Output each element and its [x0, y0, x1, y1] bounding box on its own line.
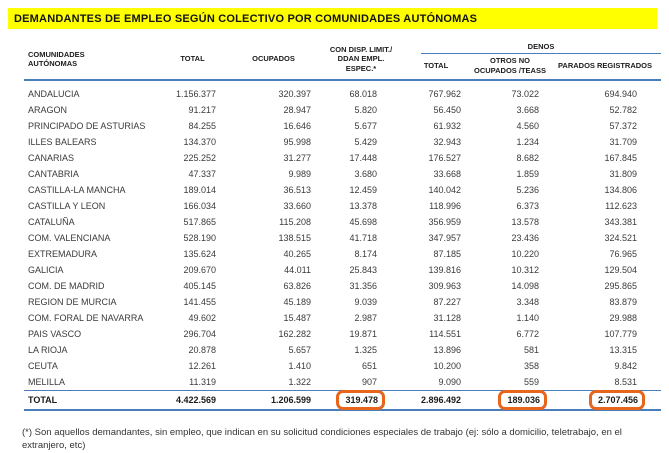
col-header-con-disp: CON DISP. LIMIT./ DDAN EMPL. ESPEC.*: [321, 41, 401, 80]
value-cell: 29.988: [609, 313, 638, 324]
value-cell: 517.865: [183, 217, 216, 228]
value-cell: 358: [523, 361, 539, 372]
value-cell: 49.602: [188, 313, 216, 324]
value-cell: 19.871: [349, 329, 377, 340]
value-cell: 17.448: [349, 153, 377, 164]
value-cell: 31.128: [433, 313, 461, 324]
value-cell: 4.560: [516, 121, 539, 132]
value-cell: 1.234: [516, 137, 539, 148]
value-cell: 10.200: [433, 361, 461, 372]
value-cell: 14.098: [511, 281, 539, 292]
value-cell: 87.227: [433, 297, 461, 308]
value-cell: 40.265: [283, 249, 311, 260]
value-cell: 68.018: [349, 89, 377, 100]
value-cell: 61.932: [433, 121, 461, 132]
value-cell: 33.660: [283, 201, 311, 212]
value-cell: 9.842: [614, 361, 638, 372]
value-cell: 5.657: [288, 345, 311, 356]
table-row: [24, 262, 661, 278]
region-cell: CANARIAS: [28, 153, 75, 164]
value-cell: 651: [361, 361, 377, 372]
value-cell: 45.698: [349, 217, 377, 228]
table-row: [24, 102, 661, 118]
region-cell: LA RIOJA: [28, 345, 68, 356]
region-cell: EXTREMADURA: [28, 249, 98, 260]
col-header-parados-registrados: PARADOS REGISTRADOS: [549, 54, 661, 80]
table-row: [24, 246, 661, 262]
value-cell: 23.436: [511, 233, 539, 244]
value-cell: 5.820: [354, 105, 377, 116]
value-cell: 6.373: [516, 201, 539, 212]
value-cell: 1.410: [288, 361, 311, 372]
table-row: [24, 166, 661, 182]
total-value-cell: 2.896.492: [401, 391, 471, 411]
col-header-otros-no-ocupados: OTROS NO OCUPADOS /TEASS: [471, 54, 549, 80]
value-cell: 57.372: [609, 121, 638, 132]
value-cell: 1.322: [288, 377, 311, 388]
region-cell: GALICIA: [28, 265, 64, 276]
value-cell: 134.806: [604, 185, 638, 196]
value-cell: 112.623: [605, 201, 638, 212]
table-row: [24, 182, 661, 198]
total-value-cell: [321, 391, 401, 411]
table-header: [24, 41, 661, 80]
value-cell: 63.826: [283, 281, 311, 292]
value-cell: 767.962: [428, 89, 461, 100]
region-cell: COM. FORAL DE NAVARRA: [28, 313, 144, 324]
value-cell: 295.865: [604, 281, 638, 292]
value-cell: 3.680: [354, 169, 377, 180]
value-cell: 3.668: [516, 105, 539, 116]
value-cell: 5.677: [354, 121, 377, 132]
value-cell: 8.531: [614, 377, 638, 388]
value-cell: 13.578: [511, 217, 539, 228]
value-cell: 32.943: [433, 137, 461, 148]
value-cell: 52.782: [609, 105, 638, 116]
table-row: [24, 342, 661, 358]
value-cell: 31.356: [349, 281, 377, 292]
table-row: [24, 326, 661, 342]
value-cell: 73.022: [511, 89, 539, 100]
value-cell: 405.145: [183, 281, 216, 292]
value-cell: 10.220: [511, 249, 539, 260]
region-cell: CEUTA: [28, 361, 58, 372]
region-cell: ANDALUCIA: [28, 89, 80, 100]
col-group-denos: DENOS: [401, 41, 661, 54]
value-cell: 167.845: [604, 153, 638, 164]
table-row: [24, 230, 661, 246]
region-cell: ILLES BALEARS: [28, 137, 97, 148]
value-cell: 8.682: [516, 153, 539, 164]
value-cell: 209.670: [183, 265, 216, 276]
region-cell: CASTILLA Y LEON: [28, 201, 106, 212]
highlight-box: 2.707.456: [589, 390, 645, 410]
value-cell: 107.779: [604, 329, 638, 340]
value-cell: 166.034: [183, 201, 216, 212]
value-cell: 1.859: [516, 169, 539, 180]
value-cell: 5.236: [516, 185, 539, 196]
total-value-cell: [549, 391, 661, 411]
table-row: [24, 118, 661, 134]
table-row: [24, 358, 661, 374]
highlight-box: 319.478: [336, 390, 385, 410]
table-body: [24, 80, 661, 391]
value-cell: 189.014: [183, 185, 216, 196]
value-cell: 3.348: [516, 297, 539, 308]
value-cell: 907: [361, 377, 377, 388]
region-cell: PAIS VASCO: [28, 329, 82, 340]
value-cell: 559: [523, 377, 539, 388]
value-cell: 296.704: [183, 329, 216, 340]
value-cell: 8.174: [354, 249, 377, 260]
value-cell: 41.718: [349, 233, 377, 244]
value-cell: 45.189: [283, 297, 311, 308]
value-cell: 320.397: [278, 89, 311, 100]
value-cell: 1.156.377: [175, 89, 216, 100]
region-cell: CATALUÑA: [28, 217, 75, 228]
total-row-label: TOTAL: [24, 391, 159, 411]
value-cell: 141.455: [183, 297, 216, 308]
value-cell: 28.947: [283, 105, 311, 116]
table-row: [24, 374, 661, 391]
region-cell: CASTILLA-LA MANCHA: [28, 185, 126, 196]
table-row: [24, 294, 661, 310]
value-cell: 309.963: [428, 281, 461, 292]
region-cell: ARAGON: [28, 105, 68, 116]
value-cell: 694.940: [604, 89, 638, 100]
value-cell: 528.190: [183, 233, 216, 244]
value-cell: 47.337: [188, 169, 216, 180]
value-cell: 44.011: [284, 265, 311, 276]
value-cell: 31.277: [283, 153, 311, 164]
value-cell: 25.843: [349, 265, 377, 276]
region-cell: PRINCIPADO DE ASTURIAS: [28, 121, 146, 132]
value-cell: 356.959: [428, 217, 461, 228]
value-cell: 324.521: [604, 233, 638, 244]
value-cell: 5.429: [354, 137, 377, 148]
value-cell: 20.878: [188, 345, 216, 356]
value-cell: 12.459: [349, 185, 377, 196]
value-cell: 162.282: [278, 329, 311, 340]
table-row: [24, 150, 661, 166]
value-cell: 9.039: [354, 297, 377, 308]
value-cell: 140.042: [428, 185, 461, 196]
value-cell: 13.896: [433, 345, 461, 356]
region-cell: REGION DE MURCIA: [28, 297, 117, 308]
value-cell: 12.261: [188, 361, 216, 372]
footnote: (*) Son aquellos demandantes, sin empleo, que indican en su solicitud condiciones especiales de trabajo (ej: sólo a domicilio, teletrabajo, en el extranjero, etc): [22, 427, 622, 452]
col-header-denos-total: TOTAL: [401, 54, 471, 80]
value-cell: 33.668: [433, 169, 461, 180]
table-row: [24, 80, 661, 102]
value-cell: 1.325: [354, 345, 377, 356]
table-row: [24, 310, 661, 326]
value-cell: 11.319: [189, 377, 216, 388]
value-cell: 76.965: [609, 249, 638, 260]
value-cell: 13.378: [349, 201, 377, 212]
value-cell: 115.208: [279, 217, 311, 228]
total-value-cell: [471, 391, 549, 411]
value-cell: 134.370: [183, 137, 216, 148]
value-cell: 139.816: [428, 265, 461, 276]
value-cell: 347.957: [428, 233, 461, 244]
region-cell: MELILLA: [28, 377, 66, 388]
col-header-ocupados: OCUPADOS: [226, 41, 321, 80]
value-cell: 9.989: [288, 169, 311, 180]
value-cell: 343.381: [604, 217, 638, 228]
region-cell: COM. DE MADRID: [28, 281, 105, 292]
total-value-cell: 4.422.569: [159, 391, 226, 411]
value-cell: 31.709: [609, 137, 638, 148]
value-cell: 16.646: [283, 121, 311, 132]
table-footer: [24, 391, 661, 411]
value-cell: 135.624: [183, 249, 216, 260]
table-row: [24, 214, 661, 230]
employment-table: [24, 41, 661, 411]
col-header-total: TOTAL: [159, 41, 226, 80]
value-cell: 10.312: [511, 265, 539, 276]
region-cell: COM. VALENCIANA: [28, 233, 111, 244]
region-cell: CANTABRIA: [28, 169, 79, 180]
table-row: [24, 134, 661, 150]
value-cell: 9.090: [438, 377, 461, 388]
highlight-box: 189.036: [498, 390, 547, 410]
value-cell: 36.513: [283, 185, 311, 196]
total-value-cell: 1.206.599: [226, 391, 321, 411]
value-cell: 91.217: [188, 105, 216, 116]
value-cell: 138.515: [278, 233, 311, 244]
value-cell: 56.450: [433, 105, 461, 116]
value-cell: 87.185: [433, 249, 461, 260]
value-cell: 114.551: [429, 329, 461, 340]
total-row: [24, 391, 661, 411]
value-cell: 83.879: [609, 297, 638, 308]
value-cell: 15.487: [283, 313, 311, 324]
value-cell: 2.987: [354, 313, 377, 324]
value-cell: 95.998: [283, 137, 311, 148]
page-title: DEMANDANTES DE EMPLEO SEGÚN COLECTIVO POR COMUNIDADES AUTÓNOMAS: [8, 8, 657, 29]
value-cell: 31.809: [609, 169, 638, 180]
value-cell: 84.255: [188, 121, 216, 132]
value-cell: 129.504: [604, 265, 638, 276]
col-header-region: COMUNIDADES AUTÓNOMAS: [24, 41, 159, 80]
table-row: [24, 278, 661, 294]
value-cell: 6.772: [516, 329, 539, 340]
table-row: [24, 198, 661, 214]
value-cell: 118.996: [429, 201, 461, 212]
value-cell: 13.315: [609, 345, 638, 356]
value-cell: 225.252: [183, 153, 216, 164]
value-cell: 581: [523, 345, 539, 356]
value-cell: 176.527: [428, 153, 461, 164]
value-cell: 1.140: [516, 313, 539, 324]
